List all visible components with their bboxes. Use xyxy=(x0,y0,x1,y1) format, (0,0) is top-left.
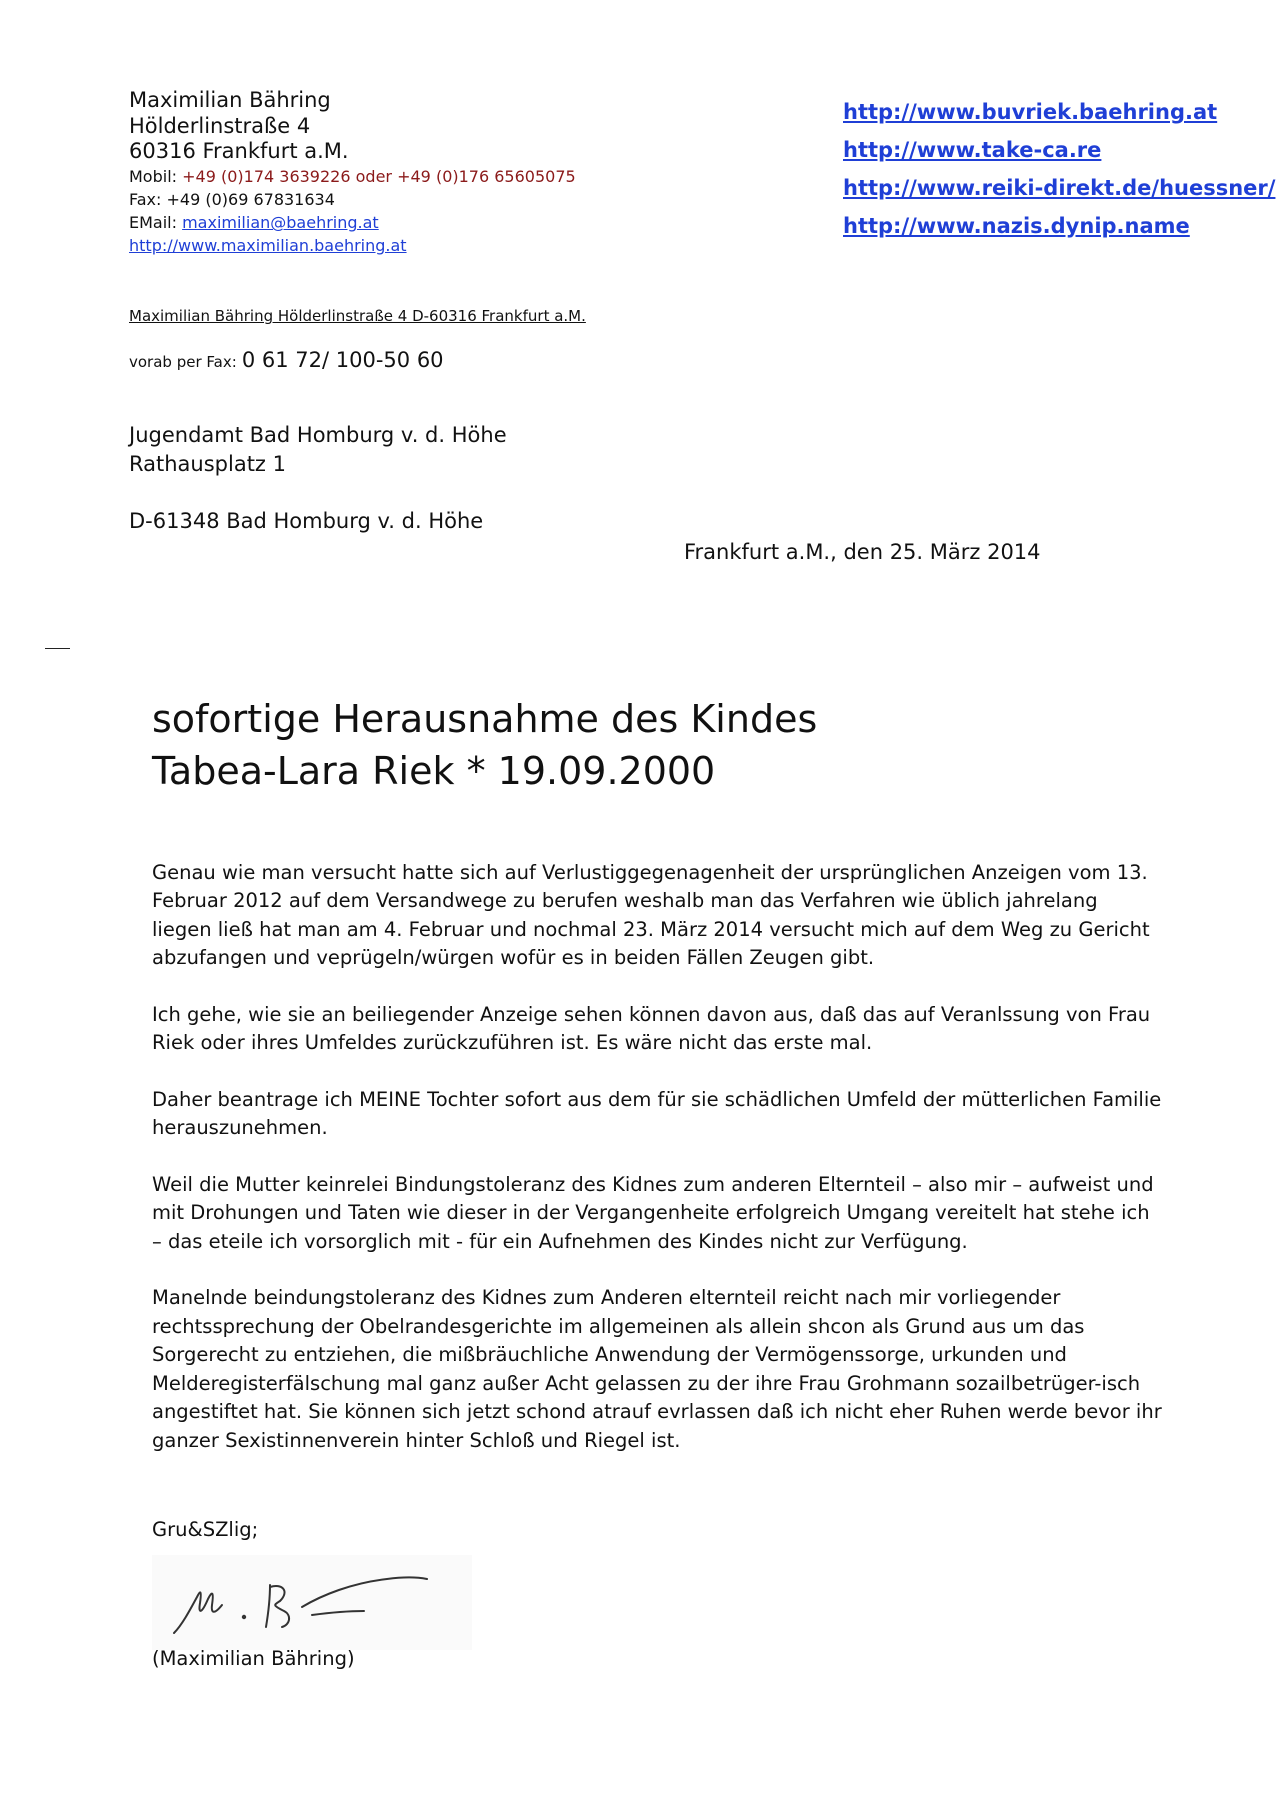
paragraph: Genau wie man versucht hatte sich auf Verlustiggegenagenheit der ursprünglichen Anzeigen vom 13. Februar 2012 auf dem Versandwege zu berufen weshalb man das Verfahren wie üblich jahrelang liegen ließ hat man am 4. Februar und nochmal 23. März 2014 versucht mich auf dem Weg zu Gericht abzufangen und veprügeln/würgen wofür es in beiden Fällen Zeugen gibt. xyxy=(152,861,1150,970)
return-address-line: Maximilian Bähring Hölderlinstraße 4 D-60316 Frankfurt a.M. xyxy=(129,307,586,325)
fax-number: +49 (0)69 67831634 xyxy=(166,190,335,210)
mobil-oder: oder xyxy=(355,166,392,186)
mobil-label: Mobil: xyxy=(129,166,178,186)
recipient-line-2: Rathausplatz 1 xyxy=(129,452,286,477)
sender-block xyxy=(129,88,576,258)
sender-fax-line xyxy=(129,188,576,211)
link-reiki-direkt[interactable]: http://www.reiki-direkt.de/huessner/ xyxy=(843,176,1276,200)
mobil-number-2: +49 (0)176 65605075 xyxy=(397,166,576,186)
sender-street: Hölderlinstraße 4 xyxy=(129,113,311,138)
subject-line-1: sofortige Herausnahme des Kindes xyxy=(152,697,818,741)
fold-mark xyxy=(45,648,70,649)
email-label: EMail: xyxy=(129,213,177,233)
subject-heading xyxy=(152,693,817,798)
fax-advance-label: vorab per Fax: xyxy=(129,353,237,371)
handwritten-signature xyxy=(152,1555,472,1650)
paragraph: Daher beantrage ich MEINE Tochter sofort aus dem für sie schädlichen Umfeld der mütterlichen Familie herauszunehmen. xyxy=(152,1087,1162,1140)
fax-advance-line xyxy=(129,348,444,372)
sender-city: 60316 Frankfurt a.M. xyxy=(129,139,349,164)
mobil-number-1: +49 (0)174 3639226 xyxy=(182,166,351,186)
link-buvriek[interactable]: http://www.buvriek.baehring.at xyxy=(843,100,1218,124)
sender-name: Maximilian Bähring xyxy=(129,88,331,112)
email-link[interactable]: maximilian@baehring.at xyxy=(182,213,379,233)
signer-name: (Maximilian Bähring) xyxy=(152,1647,355,1670)
link-list xyxy=(843,100,1275,252)
recipient-city: D-61348 Bad Homburg v. d. Höhe xyxy=(129,508,484,533)
letter-date: Frankfurt a.M., den 25. März 2014 xyxy=(684,540,1041,564)
sender-website-line xyxy=(129,234,576,257)
sender-email-line xyxy=(129,211,576,234)
fax-label: Fax: xyxy=(129,190,162,210)
sender-mobil-line xyxy=(129,165,576,188)
fax-advance-number: 0 61 72/ 100-50 60 xyxy=(241,348,444,372)
website-link[interactable]: http://www.maximilian.baehring.at xyxy=(129,236,407,256)
paragraph: Weil die Mutter keinrelei Bindungstoleranz des Kidnes zum anderen Elternteil – also mir – aufweist und mit Drohungen und Taten wie dieser in der Vergangenheite erfolgreich Umgang vereitelt hat stehe ich – das eteile ich vorsorglich mit - für ein Aufnehmen des Kindes nicht zur Verfügung. xyxy=(152,1172,1154,1253)
link-take-care[interactable]: http://www.take-ca.re xyxy=(843,138,1102,162)
paragraph: Ich gehe, wie sie an beiliegender Anzeige sehen können davon aus, daß das auf Veranlssung von Frau Riek oder ihres Umfeldes zurückzuführen ist. Es wäre nicht das erste mal. xyxy=(152,1002,1151,1055)
greeting: Gru&SZlig; xyxy=(152,1518,259,1541)
letter-body xyxy=(152,859,1162,1483)
paragraph: Manelnde beindungstoleranz des Kidnes zum Anderen elternteil reicht nach mir vorliegender rechtssprechung der Obelrandesgerichte im allgemeinen als allein shcon als Grund aus um das Sorgerecht zu entziehen, die mißbräuchliche Anwendung der Vermögenssorge, urkunden und Melderegisterfälschung mal ganz außer Acht gelassen zu der ihre Frau Grohmann sozailbetrüger-isch angestiftet hat. Sie können sich jetzt schond atrauf evrlassen daß ich nicht eher Ruhen werde bevor ihr ganzer Sexistinnenverein hinter Schloß und Riegel ist. xyxy=(152,1286,1162,1452)
signature-drawing xyxy=(152,1555,472,1650)
link-nazis-dynip[interactable]: http://www.nazis.dynip.name xyxy=(843,214,1190,238)
subject-line-2: Tabea-Lara Riek * 19.09.2000 xyxy=(152,749,716,794)
recipient-line-1: Jugendamt Bad Homburg v. d. Höhe xyxy=(129,423,507,447)
recipient-block xyxy=(129,421,507,536)
